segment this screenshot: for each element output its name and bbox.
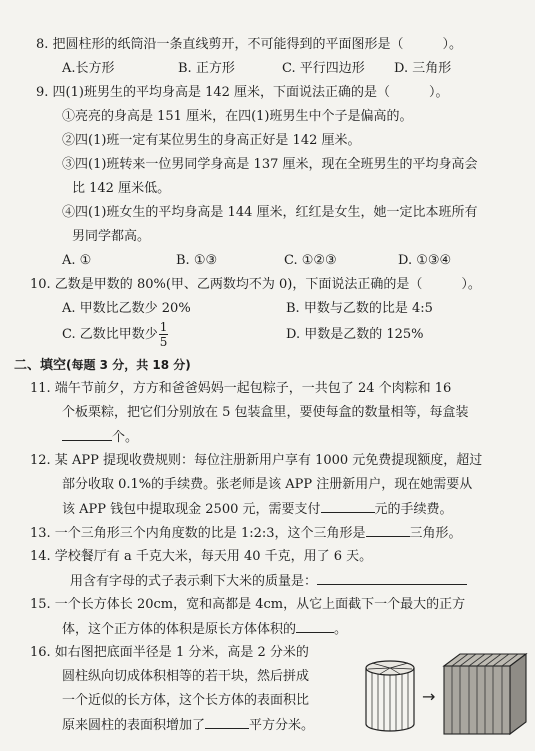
q11-unit: 个。 — [112, 430, 139, 445]
fraction-denominator: 5 — [159, 335, 168, 349]
figure-drawing — [360, 644, 530, 740]
q11-answer-blank[interactable] — [62, 428, 112, 441]
q14-answer-blank[interactable] — [317, 572, 467, 585]
q9-statement-4-cont: 男同学都高。 — [72, 229, 151, 244]
q11-line-2: 个板栗粽，把它们分别放在 5 包装盒里，要使每盒的数量相等，每盒装 — [62, 405, 469, 420]
q16-line-4-text: 原来圆柱的表面积增加了 — [62, 718, 206, 733]
q9-statement-1: ①亮亮的身高是 151 厘米，在四(1)班男生中个子是偏高的。 — [62, 109, 413, 124]
fraction-one-fifth — [159, 320, 169, 349]
q12-line-1: 12. 某 APP 提现收费规则：每位注册新用户享有 1000 元免费提现额度，超过 — [30, 453, 483, 468]
q14-line-2 — [70, 572, 467, 591]
q10-option-b: B. 甲数与乙数的比是 4:5 — [286, 301, 433, 316]
q10-option-c-text: C. 乙数比甲数少 — [62, 327, 158, 342]
q15-line-2-text: 体，这个正方体的体积是原长方体体积的 — [62, 622, 297, 637]
q12-line-3 — [62, 500, 453, 519]
cylinder-shape — [366, 661, 414, 731]
q9-stem: 9. 四(1)班男生的平均身高是 142 厘米，下面说法正确的是（ ）。 — [36, 85, 449, 100]
q9-option-d: D. ①③④ — [398, 253, 452, 268]
q9-statement-3: ③四(1)班转来一位男同学身高是 137 厘米，现在全班男生的平均身高会 — [62, 157, 478, 172]
section-2-title: 二、填空 — [14, 358, 67, 373]
q13-line — [30, 524, 462, 543]
q15-end: 。 — [334, 622, 348, 637]
q8-option-d: D. 三角形 — [394, 61, 452, 76]
q15-answer-blank[interactable] — [296, 620, 334, 633]
q12-line-3-end: 元的手续费。 — [374, 502, 453, 517]
q10-option-a: A. 甲数比乙数少 20% — [62, 301, 191, 316]
q13-end: 三角形。 — [409, 526, 462, 541]
q12-line-3-text: 该 APP 钱包中提取现金 2500 元，需要支付 — [62, 502, 321, 517]
q9-statement-4: ④四(1)班女生的平均身高是 144 厘米，红红是女生，她一定比本班所有 — [62, 205, 478, 220]
q16-answer-blank[interactable] — [205, 716, 249, 729]
q9-statement-3-cont: 比 142 厘米低。 — [72, 181, 171, 196]
q16-line-4-end: 平方分米。 — [249, 718, 315, 733]
q12-answer-blank[interactable] — [321, 500, 375, 513]
q15-line-1: 15. 一个长方体长 20cm，宽和高都是 4cm，从它上面截下一个最大的正方 — [30, 597, 466, 612]
q9-option-a: A. ① — [62, 253, 92, 268]
section-2-heading — [14, 356, 191, 375]
q13-text: 13. 一个三角形三个内角度数的比是 1:2:3，这个三角形是 — [30, 526, 366, 541]
q10-stem: 10. 乙数是甲数的 80%(甲、乙两数均不为 0)，下面说法正确的是（ ）。 — [30, 277, 481, 292]
cylinder-to-cuboid-figure — [360, 644, 530, 740]
fraction-numerator: 1 — [159, 320, 168, 334]
q8-option-a: A.长方形 — [62, 61, 115, 76]
q10-option-c — [62, 318, 169, 352]
q13-answer-blank[interactable] — [366, 524, 410, 537]
q9-option-b: B. ①③ — [176, 253, 218, 268]
section-2-note: (每题 3 分，共 18 分) — [66, 358, 191, 372]
q11-line-1: 11. 端午节前夕，方方和爸爸妈妈一起包粽子，一共包了 24 个肉粽和 16 — [30, 381, 452, 396]
q14-line-1: 14. 学校餐厅有 a 千克大米，每天用 40 千克，用了 6 天。 — [30, 549, 373, 564]
q16-line-1: 16. 如右图把底面半径是 1 分米，高是 2 分米的 — [30, 645, 309, 660]
q16-line-2: 圆柱纵向切成体积相等的若干块，然后拼成 — [62, 669, 310, 684]
q8-option-b: B. 正方形 — [178, 61, 235, 76]
q11-line-3 — [62, 428, 138, 447]
q12-line-2: 部分收取 0.1%的手续费。张老师是该 APP 注册新用户，现在她需要从 — [62, 477, 473, 492]
q8-stem: 8. 把圆柱形的纸筒沿一条直线剪开，不可能得到的平面图形是（ ）。 — [36, 37, 463, 52]
q9-statement-2: ②四(1)班一定有某位男生的身高正好是 142 厘米。 — [62, 133, 361, 148]
q10-option-d: D. 甲数是乙数的 125% — [286, 327, 424, 342]
q16-line-3: 一个近似的长方体，这个长方体的表面积比 — [62, 693, 310, 708]
q16-line-4 — [62, 716, 314, 735]
cuboid-shape — [444, 654, 526, 734]
arrow-icon: → — [422, 687, 436, 706]
q8-option-c: C. 平行四边形 — [282, 61, 365, 76]
q9-option-c: C. ①②③ — [284, 253, 337, 268]
q15-line-2 — [62, 620, 347, 639]
q14-line-2-text: 用含有字母的式子表示剩下大米的质量是： — [70, 574, 318, 589]
